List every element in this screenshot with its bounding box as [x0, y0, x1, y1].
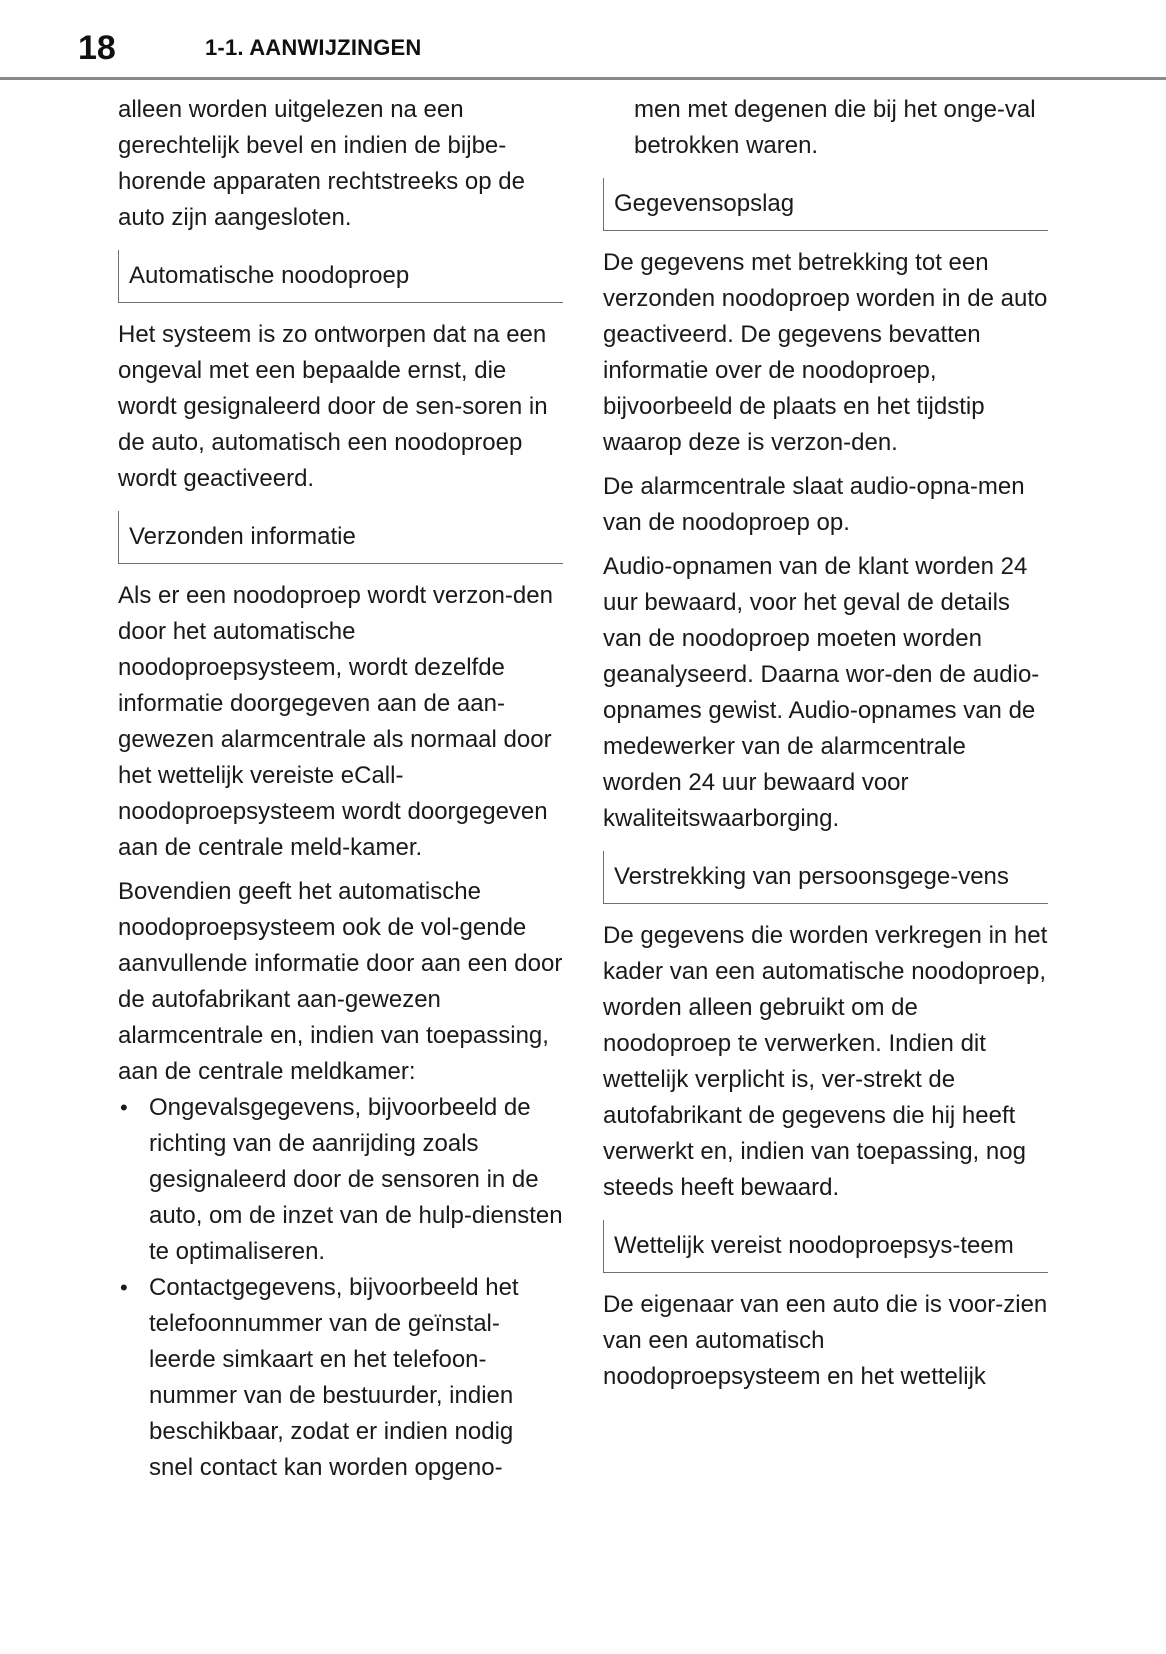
section-heading-verzonden-informatie: Verzonden informatie [118, 511, 563, 564]
list-item-text: Ongevalsgegevens, bijvoorbeeld de richting van de aanrijding zoals gesignaleerd door de sensoren in de auto, om de inzet van de hulp-diensten te optimaliseren. [149, 1094, 563, 1265]
chapter-title: 1-1. AANWIJZINGEN [205, 35, 422, 60]
left-column [118, 92, 563, 1486]
automatische-noodoproep-paragraph: Het systeem is zo ontworpen dat na een ongeval met een bepaalde ernst, die wordt gesignaleerd door de sen-soren in de auto, automatisch een noodoproep wordt geactiveerd. [118, 321, 548, 492]
section-heading-automatische-noodoproep: Automatische noodoproep [118, 250, 563, 303]
list-item [118, 1270, 563, 1486]
right-column [603, 92, 1048, 1403]
gegevensopslag-paragraph-3: Audio-opnamen van de klant worden 24 uur bewaard, voor het geval de details van de noodoproep moeten worden geanalyseerd. Daarna wor-den de audio-opnames gewist. Audio-opnames van de medewerker van de alarmcentrale worden 24 uur bewaard voor kwaliteitswaarborging. [603, 553, 1040, 832]
bullet-icon: • [120, 1095, 128, 1120]
bullet-list [118, 1090, 563, 1486]
section-heading-wettelijk-vereist: Wettelijk vereist noodoproepsys-teem [603, 1220, 1048, 1273]
list-item-text: Contactgegevens, bijvoorbeeld het telefoonnummer van de geïnstal-leerde simkaart en het telefoon-nummer van de bestuurder, indien beschikbaar, zodat er indien nodig snel contact kan worden opgeno- [149, 1274, 519, 1481]
verzonden-informatie-paragraph-2: Bovendien geeft het automatische noodoproepsysteem ook de vol-gende aanvullende informatie door aan een door de autofabrikant aan-gewezen alarmcentrale en, indien van toepassing, aan de centrale meldkamer: [118, 878, 563, 1085]
intro-paragraph: alleen worden uitgelezen na een gerechtelijk bevel en indien de bijbe-horende apparaten rechtstreeks op de auto zijn aangesloten. [118, 96, 525, 231]
gegevensopslag-paragraph-1: De gegevens met betrekking tot een verzonden noodoproep worden in de auto geactiveerd. De gegevens bevatten informatie over de noodoproep, bijvoorbeeld de plaats en het tijdstip waarop deze is verzon-den. [603, 249, 1048, 456]
wettelijk-vereist-paragraph: De eigenaar van een auto die is voor-zien van een automatisch noodoproepsysteem en het wettelijk [603, 1291, 1048, 1390]
continued-list-text: men met degenen die bij het onge-val betrokken waren. [634, 96, 1036, 159]
section-heading-gegevensopslag: Gegevensopslag [603, 178, 1048, 231]
verzonden-informatie-paragraph-1: Als er een noodoproep wordt verzon-den door het automatische noodoproepsysteem, wordt dezelfde informatie doorgegeven aan de aan-gewezen alarmcentrale als normaal door het wettelijk vereiste eCall-noodoproepsysteem wordt doorgegeven aan de centrale meld-kamer. [118, 582, 553, 861]
page-header [0, 0, 1166, 82]
page-number: 18 [78, 29, 116, 67]
verstrekking-paragraph: De gegevens die worden verkregen in het kader van een automatische noodoproep, worden alleen gebruikt om de noodoproep te verwerken. Indien dit wettelijk verplicht is, ver-strekt de autofabrikant de gegevens die hij heeft verwerkt en, indien van toepassing, nog steeds heeft bewaard. [603, 922, 1048, 1201]
gegevensopslag-paragraph-2: De alarmcentrale slaat audio-opna-men van de noodoproep op. [603, 473, 1025, 536]
list-item [118, 1090, 563, 1270]
header-divider [0, 77, 1166, 80]
bullet-icon: • [120, 1275, 128, 1300]
section-heading-verstrekking-persoonsgegevens: Verstrekking van persoonsgege-vens [603, 851, 1048, 904]
